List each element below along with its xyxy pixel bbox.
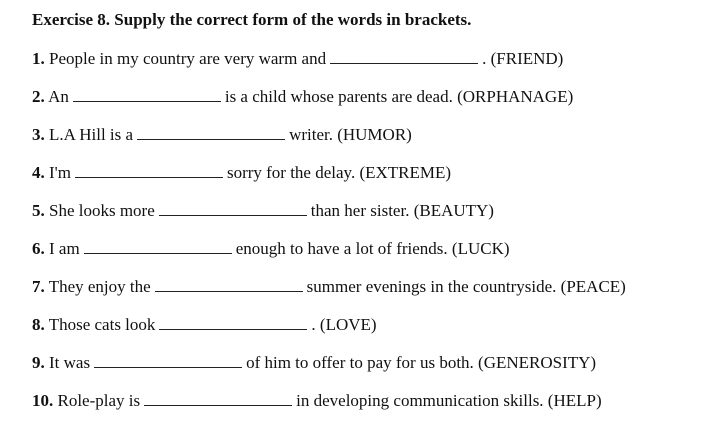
item-text-after: of him to offer to pay for us both. (GENEROSITY): [246, 353, 597, 372]
exercise-items: [32, 47, 722, 427]
answer-blank[interactable]: [94, 351, 242, 368]
item-text-before: L.A Hill is a: [49, 125, 134, 144]
item-text-after: is a child whose parents are dead. (ORPHANAGE): [224, 87, 574, 106]
item-text-before: They enjoy the: [48, 277, 151, 296]
exercise-item-9: [32, 351, 722, 389]
item-text-after: than her sister. (BEAUTY): [310, 201, 494, 220]
item-text-after: enough to have a lot of friends. (LUCK): [235, 239, 510, 258]
item-number: 2.: [32, 87, 45, 106]
item-number: 3.: [32, 125, 45, 144]
item-number: 8.: [32, 315, 45, 334]
item-text-before: Role-play is: [57, 391, 141, 410]
exercise-item-5: [32, 199, 722, 237]
exercise-item-1: [32, 47, 722, 85]
item-text-before: An: [48, 87, 69, 106]
item-text-after: writer. (HUMOR): [289, 125, 412, 144]
exercise-item-4: [32, 161, 722, 199]
exercise-item-2: [32, 85, 722, 123]
answer-blank[interactable]: [144, 389, 292, 406]
answer-blank[interactable]: [159, 313, 307, 330]
item-text-before: Those cats look: [48, 315, 156, 334]
item-number: 7.: [32, 277, 45, 296]
answer-blank[interactable]: [330, 47, 478, 64]
answer-blank[interactable]: [84, 237, 232, 254]
item-number: 10.: [32, 391, 54, 410]
item-number: 6.: [32, 239, 45, 258]
answer-blank[interactable]: [155, 275, 303, 292]
item-text-before: She looks more: [49, 201, 155, 220]
answer-blank[interactable]: [137, 123, 285, 140]
exercise-title: Exercise 8. Supply the correct form of the words in brackets.: [32, 10, 472, 29]
item-number: 9.: [32, 353, 45, 372]
item-number: 4.: [32, 163, 45, 182]
item-text-after: . (LOVE): [311, 315, 377, 334]
answer-blank[interactable]: [159, 199, 307, 216]
answer-blank[interactable]: [75, 161, 223, 178]
exercise-item-7: [32, 275, 722, 313]
item-number: 5.: [32, 201, 45, 220]
item-text-before: I am: [49, 239, 80, 258]
item-text-before: I'm: [49, 163, 71, 182]
item-text-before: It was: [49, 353, 91, 372]
item-text-after: sorry for the delay. (EXTREME): [226, 163, 452, 182]
item-text-before: People in my country are very warm and: [49, 49, 327, 68]
exercise-item-3: [32, 123, 722, 161]
item-text-after: . (FRIEND): [482, 49, 564, 68]
answer-blank[interactable]: [73, 85, 221, 102]
item-text-after: summer evenings in the countryside. (PEACE): [306, 277, 626, 296]
item-text-after: in developing communication skills. (HELP): [296, 391, 602, 410]
exercise-item-8: [32, 313, 722, 351]
item-number: 1.: [32, 49, 45, 68]
exercise-item-10: [32, 389, 722, 427]
worksheet: [32, 9, 722, 427]
exercise-item-6: [32, 237, 722, 275]
